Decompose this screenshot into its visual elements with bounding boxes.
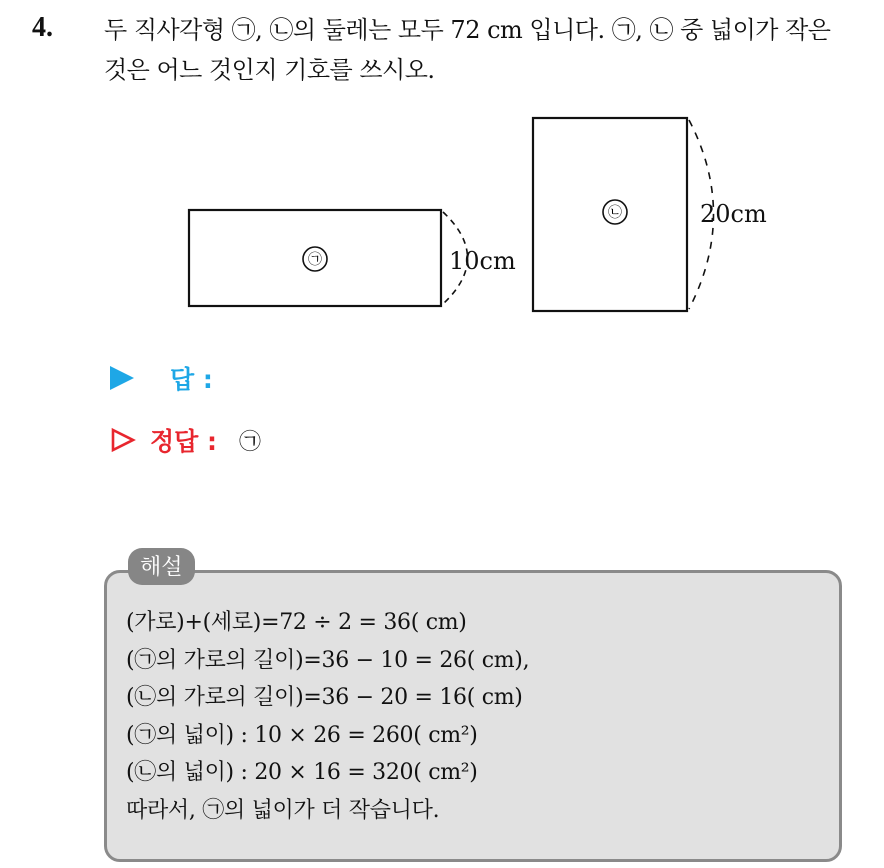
question-number: 4.: [32, 12, 53, 43]
solution-line: (㉠의 넓이) : 10 × 26 = 260( cm²): [126, 722, 478, 748]
answer-row: [110, 360, 213, 396]
solution-lines: [126, 604, 529, 829]
rectangle-b-side-label: 20cm: [700, 200, 767, 228]
correct-answer-label: 정답 :: [150, 427, 218, 456]
rectangles-figure: [0, 0, 884, 340]
rectangle-a-symbol: ㉠: [308, 252, 322, 268]
correct-answer-value: ㉠: [239, 429, 262, 455]
outline-triangle-icon: [110, 427, 136, 453]
rectangle-b-symbol: ㉡: [608, 205, 622, 221]
solution-line: 따라서, ㉠의 넓이가 더 작습니다.: [126, 797, 440, 823]
solution-line: (㉠의 가로의 길이)=36 − 10 = 26( cm),: [126, 647, 530, 673]
solution-line: (㉡의 가로의 길이)=36 − 20 = 16( cm): [126, 685, 523, 710]
rectangle-a-side-label: 10cm: [449, 247, 516, 275]
answer-label: 답 :: [170, 365, 213, 394]
solution-tag: 해설: [128, 548, 195, 585]
solution-line: (㉡의 넓이) : 20 × 16 = 320( cm²): [126, 760, 478, 785]
question-line-2: 것은 어느 것인지 기호를 쓰시오.: [104, 56, 435, 84]
solution-line: (가로)+(세로)=72 ÷ 2 = 36( cm): [126, 610, 467, 635]
correct-answer-row: [110, 422, 261, 458]
filled-triangle-icon: [110, 366, 134, 390]
question-line-1: 두 직사각형 ㉠, ㉡의 둘레는 모두 72 cm 입니다. ㉠, ㉡ 중 넓이가 작은: [104, 16, 831, 44]
